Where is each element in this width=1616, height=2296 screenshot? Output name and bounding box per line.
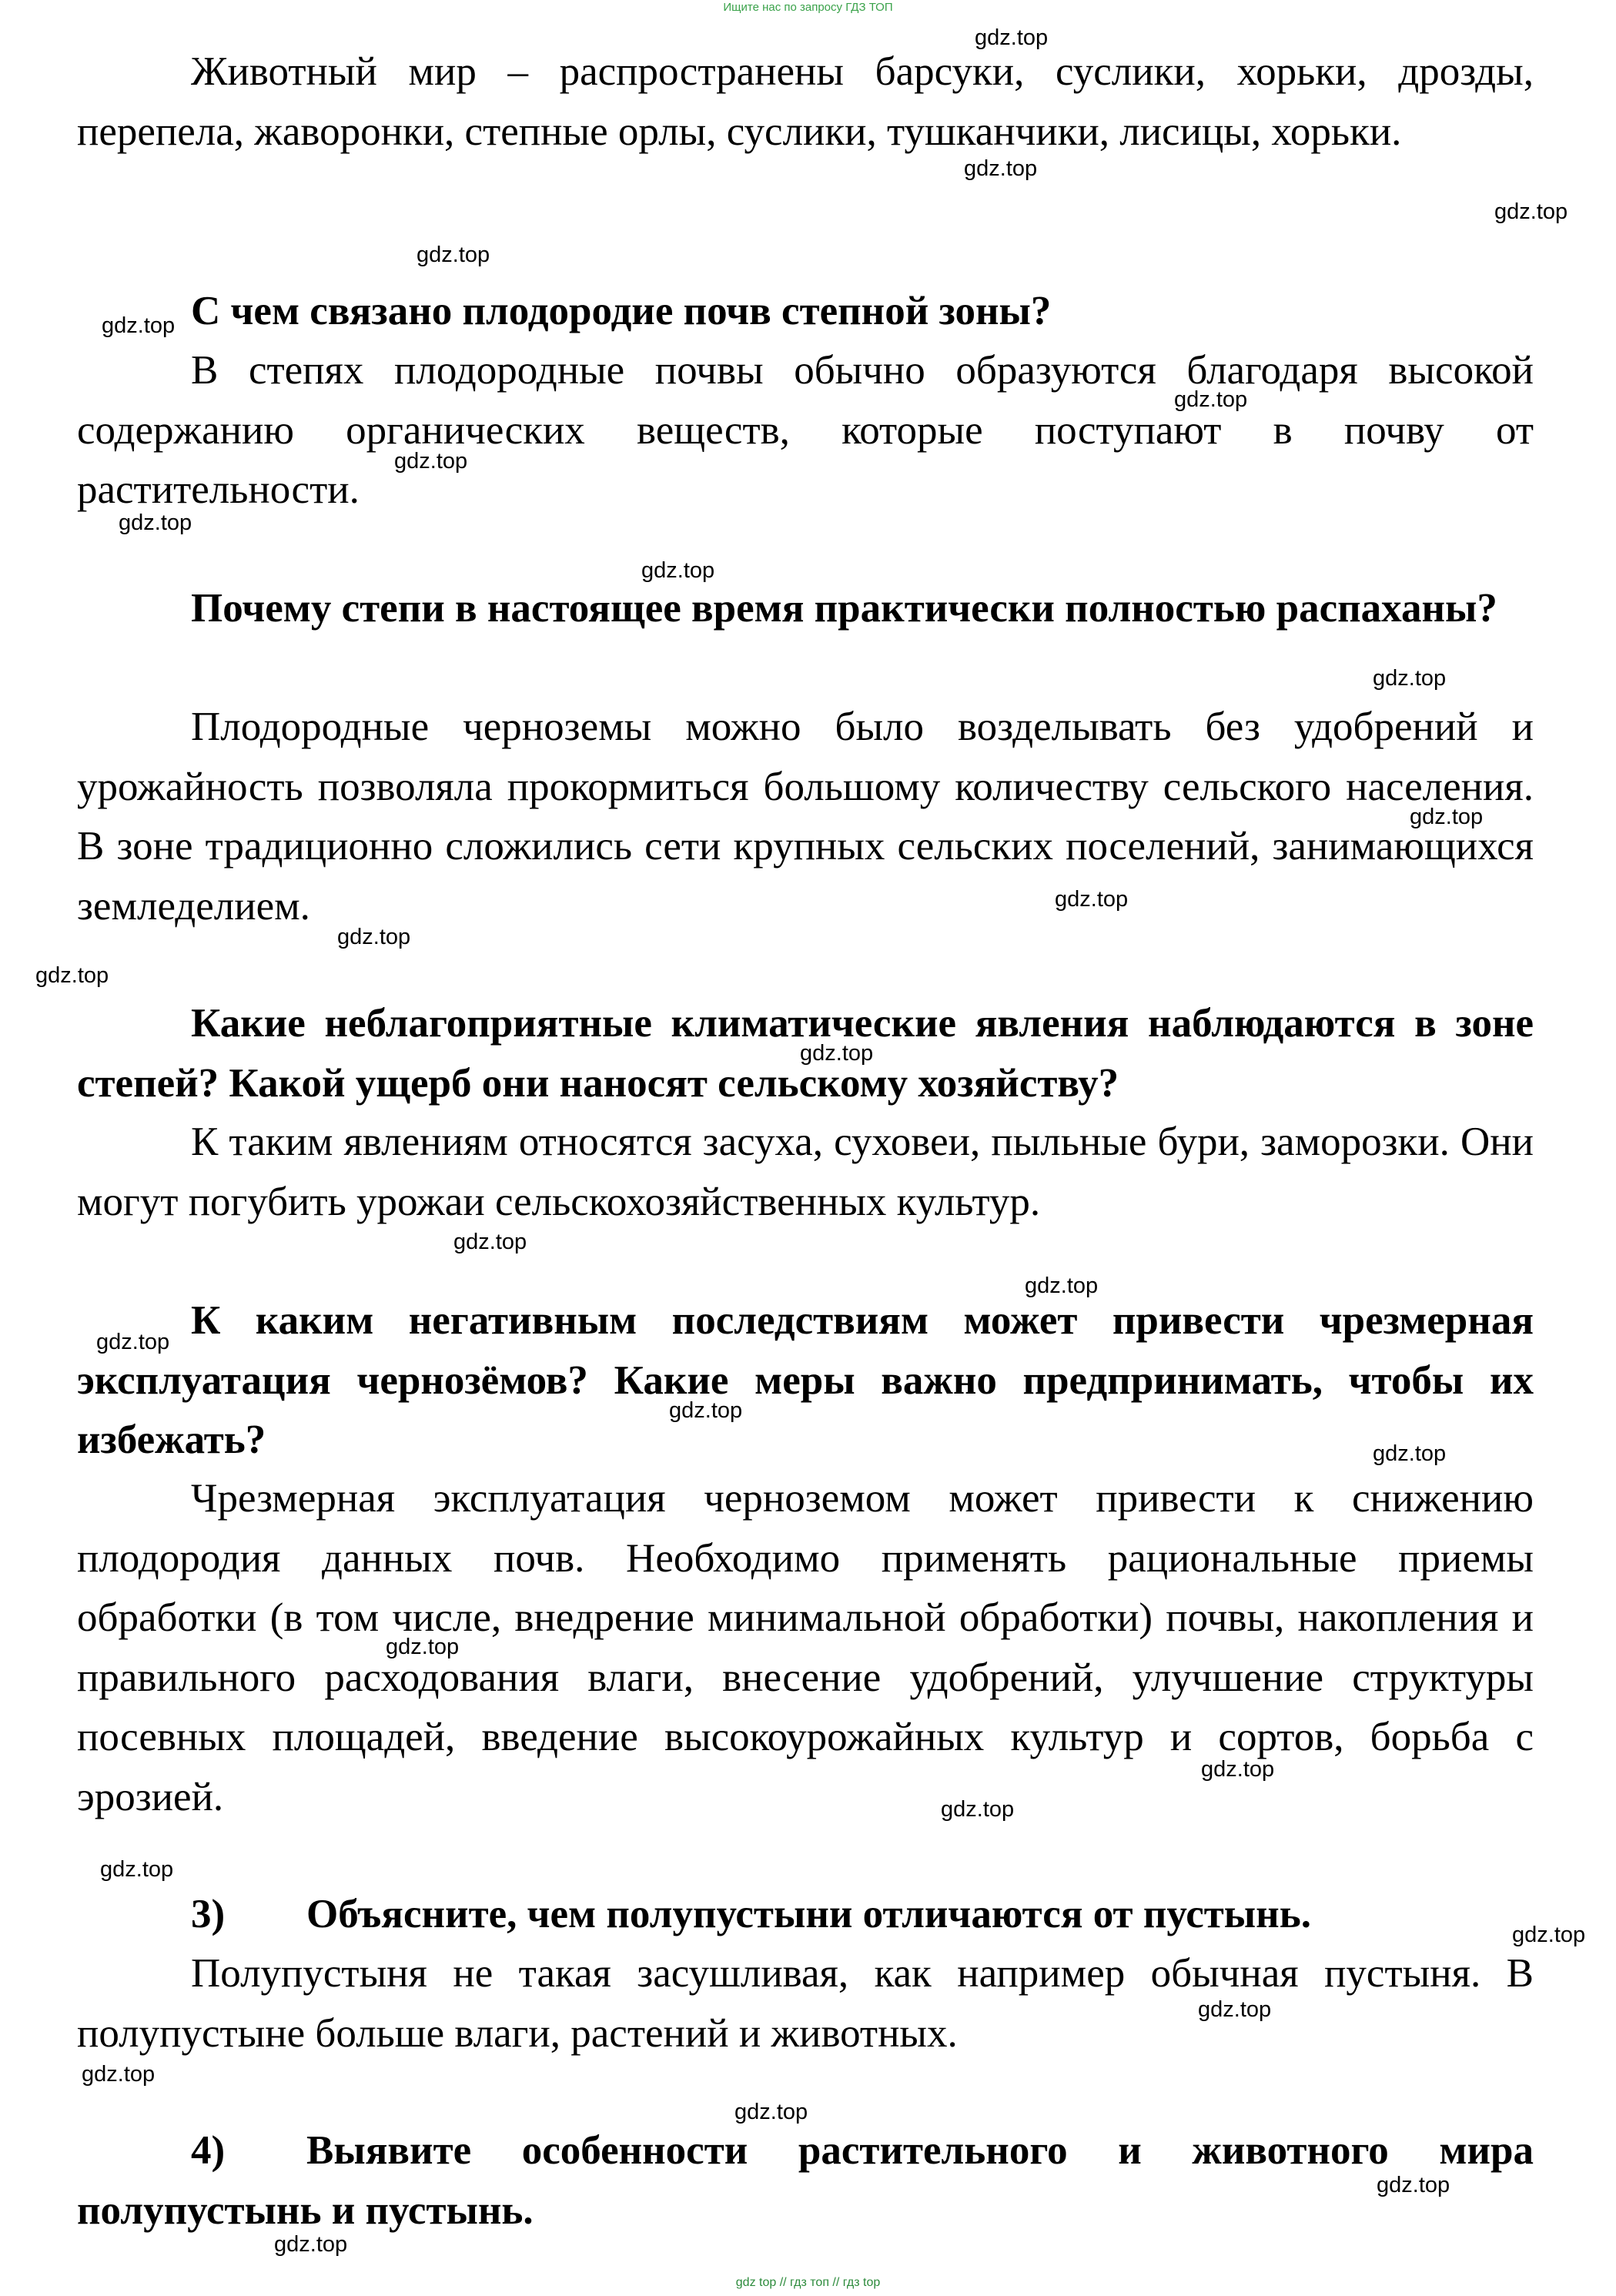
watermark: gdz.top [964,156,1038,181]
watermark: gdz.top [975,25,1049,50]
watermark: gdz.top [1373,666,1447,691]
watermark: gdz.top [1512,1923,1586,1947]
task-4-number: 4) [191,2128,226,2173]
watermark: gdz.top [386,1635,460,1659]
answer-plowed-steppes: Плодородные черноземы можно было возделывать без удобрений и урожайность позволяла прокормиться большому количеству сельского населения. В зоне традиционно сложились сети крупных сельских поселений, занимающихся земледелием. [77,705,1534,929]
watermark: gdz.top [337,925,411,949]
bottom-banner[interactable]: gdz top // гдз топ // гдз top [735,2276,881,2289]
top-banner[interactable]: Ищите нас по запросу ГДЗ ТОП [723,1,893,14]
watermark: gdz.top [100,1857,174,1882]
answer-climate-phenomena: К таким явлениям относятся засуха, суховеи, пыльные бури, заморозки. Они могут погубить урожаи сельскохозяйственных культур. [77,1120,1534,1224]
answer-chernozem-exploitation: Чрезмерная эксплуатация черноземом может привести к снижению плодородия данных почв. Необходимо применять рациональные приемы обработки (в том числе, внедрение минимальной обработки) почвы, накопления и правильного расходования влаги, внесение удобрений, улучшение структуры посевных площадей, введение высокоурожайных культур и сортов, борьба с эрозией. [77,1476,1534,1819]
watermark: gdz.top [119,510,192,535]
watermark: gdz.top [1494,199,1568,224]
watermark: gdz.top [669,1398,743,1423]
watermark: gdz.top [453,1230,527,1254]
task-4-text: Выявите особенности растительного и животного мира полупустынь и пустынь. [77,2128,1534,2233]
question-climate-phenomena: Какие неблагоприятные климатические явления наблюдаются в зоне степей? Какой ущерб они наносят сельскому хозяйству? [77,1001,1534,1106]
watermark: gdz.top [274,2232,348,2257]
watermark: gdz.top [1198,1997,1272,2022]
question-soil-fertility: С чем связано плодородие почв степной зоны? [191,289,1052,333]
watermark: gdz.top [1377,2173,1450,2197]
animals-text: Животный мир – распространены барсуки, суслики, хорьки, дрозды, перепела, жаворонки, степные орлы, суслики, тушканчики, лисицы, хорьки. [77,49,1534,154]
watermark: gdz.top [35,963,109,988]
watermark: gdz.top [394,449,468,474]
watermark: gdz.top [1201,1757,1275,1782]
watermark: gdz.top [941,1797,1015,1822]
watermark: gdz.top [1025,1274,1099,1298]
answer-soil-fertility: В степях плодородные почвы обычно образуются благодаря высокой содержанию органических веществ, которые поступают в почву от растительности. [77,348,1534,512]
task-3-number: 3) [191,1892,226,1936]
watermark: gdz.top [734,2100,808,2124]
watermark: gdz.top [96,1330,170,1354]
watermark: gdz.top [1174,387,1248,412]
task-4 [77,2121,1534,2241]
task-3 [77,1885,1534,1945]
watermark: gdz.top [1373,1441,1447,1466]
answer-semidesert: Полупустыня не такая засушливая, как например обычная пустыня. В полупустыне больше влаги, растений и животных. [77,1951,1534,2056]
watermark: gdz.top [800,1041,874,1066]
watermark: gdz.top [1410,805,1484,829]
watermark: gdz.top [102,313,176,338]
question-plowed-steppes: Почему степи в настоящее время практически полностью распаханы? [191,586,1497,631]
watermark: gdz.top [82,2062,156,2087]
task-3-text: Объясните, чем полупустыни отличаются от пустынь. [306,1892,1311,1936]
question-chernozem-exploitation: К каким негативным последствиям может привести чрезмерная эксплуатация чернозёмов? Какие меры важно предпринимать, чтобы их избежать? [77,1298,1534,1462]
paragraph-animals [77,42,1534,162]
watermark: gdz.top [641,558,715,583]
watermark: gdz.top [417,243,490,267]
watermark: gdz.top [1055,887,1129,912]
